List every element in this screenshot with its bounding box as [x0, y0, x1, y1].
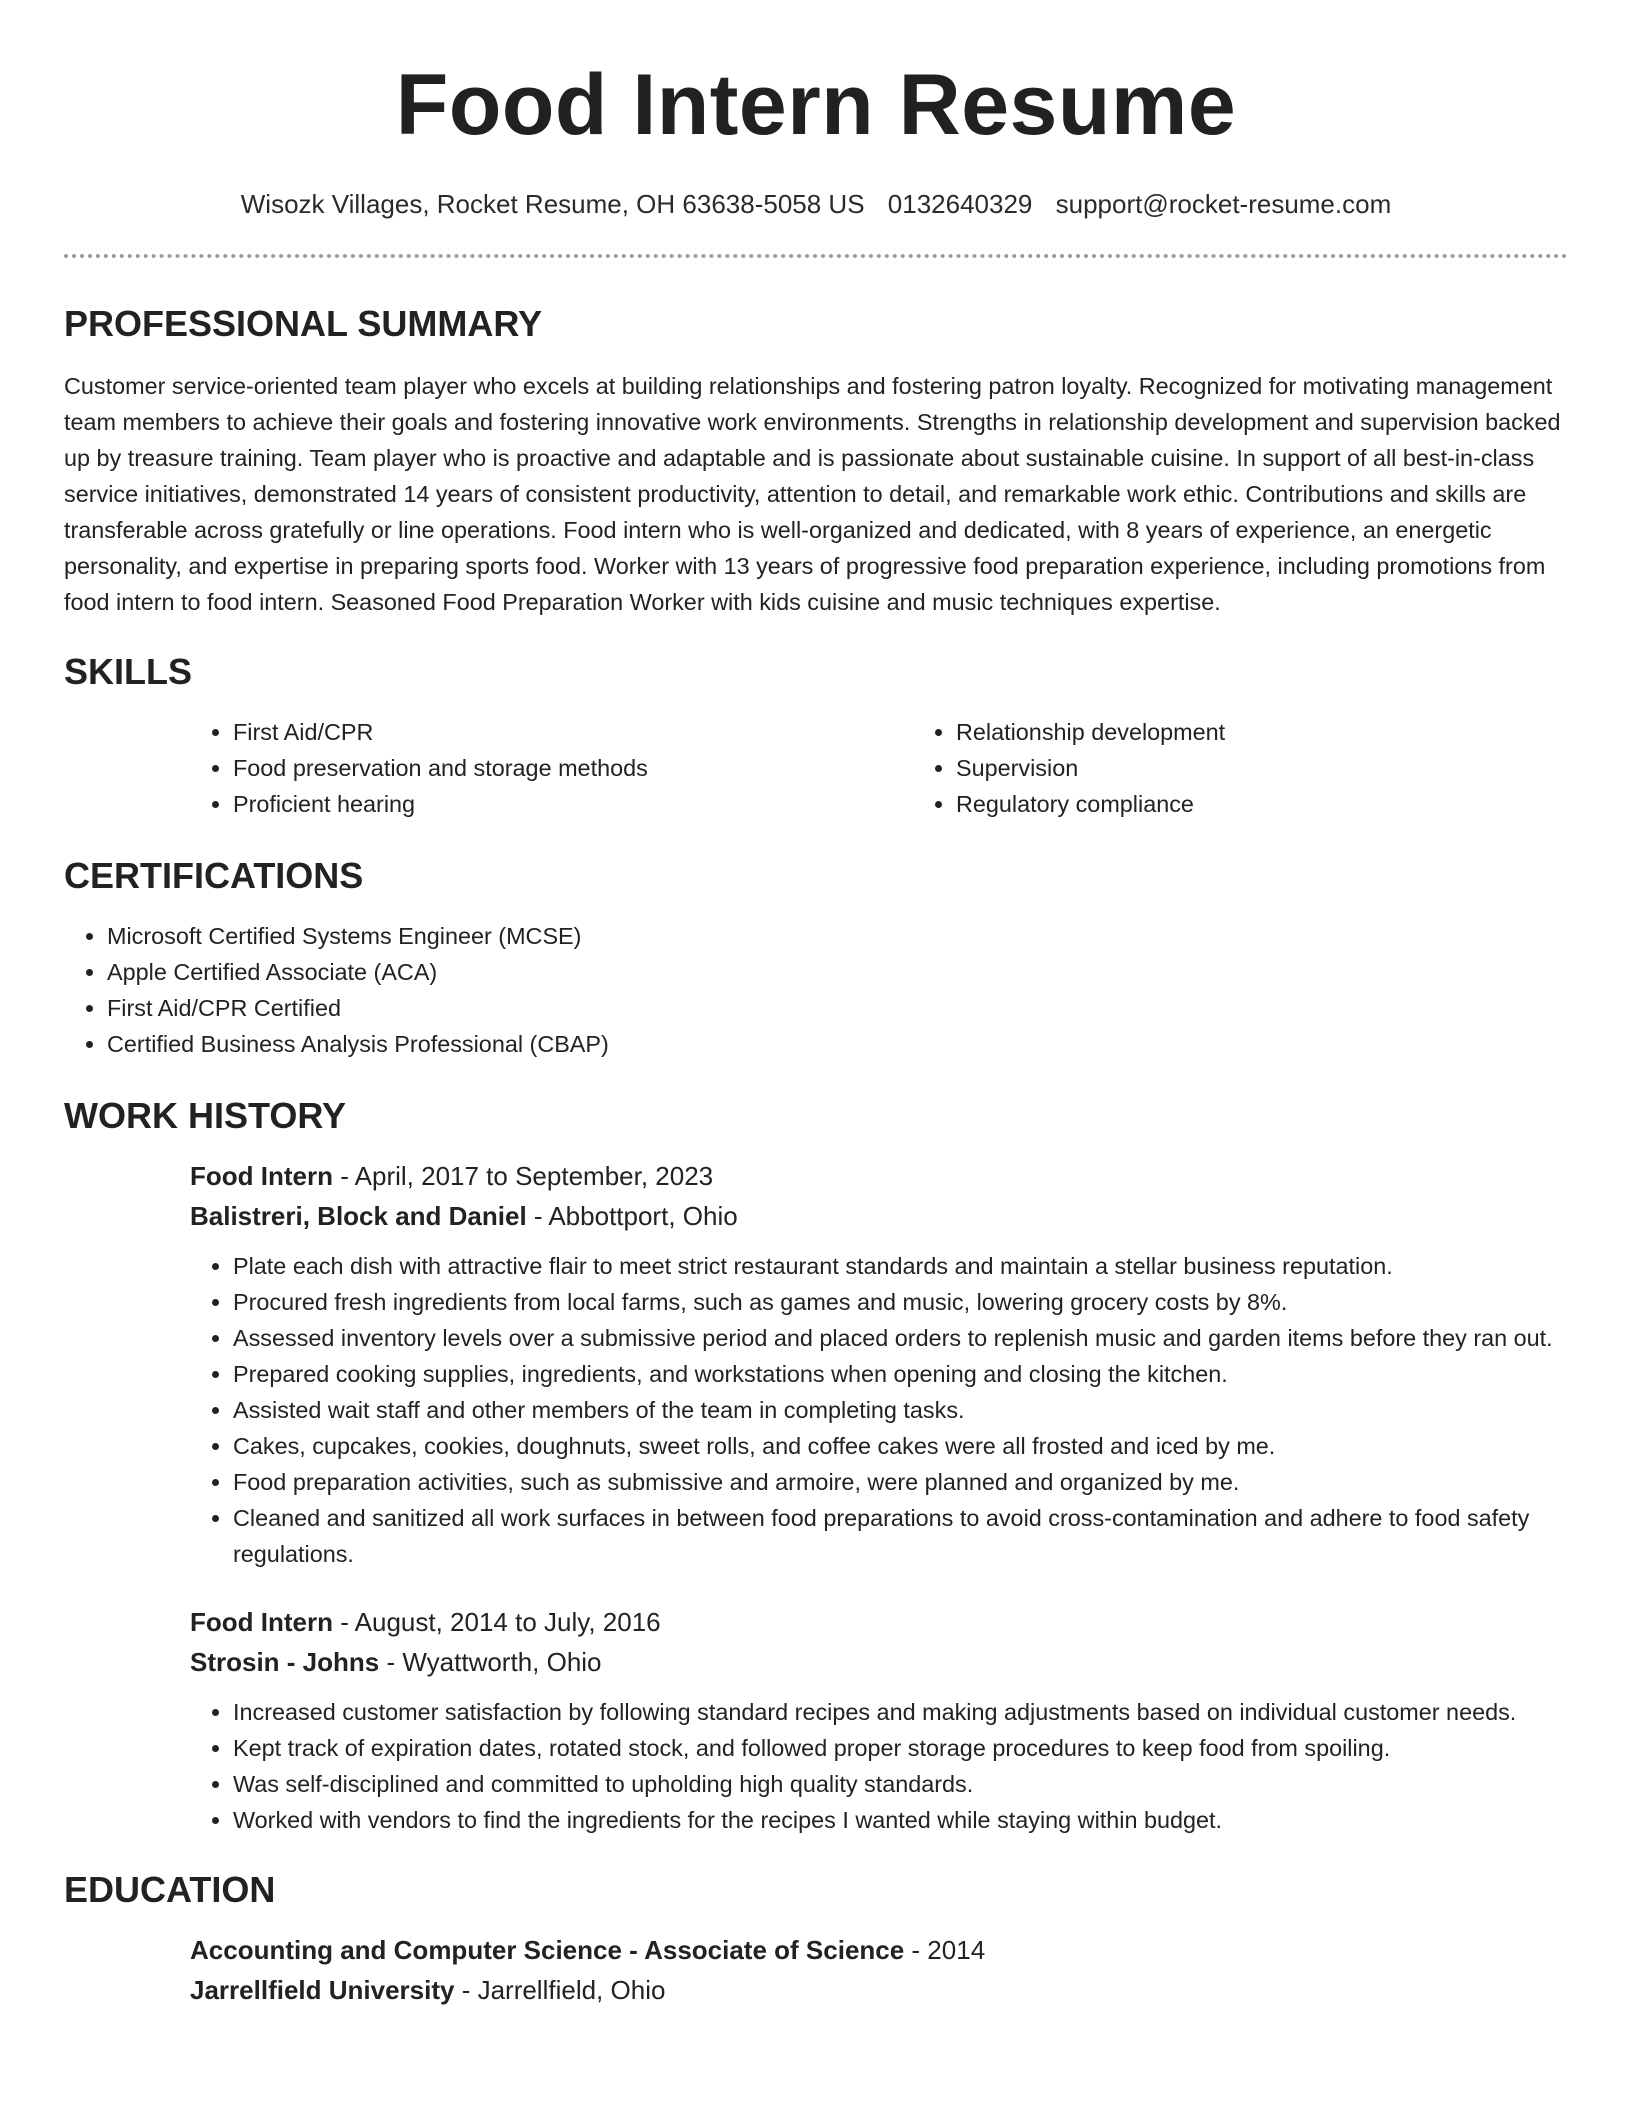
list-item: • Regulatory compliance — [956, 786, 1632, 822]
job-company: Balistreri, Block and Daniel — [190, 1201, 527, 1231]
list-item: • Microsoft Certified Systems Engineer (MCSE) — [107, 918, 1568, 954]
skills-list-left — [190, 714, 913, 822]
header-divider — [64, 254, 1568, 258]
list-item: • Apple Certified Associate (ACA) — [107, 954, 1568, 990]
list-item: • First Aid/CPR Certified — [107, 990, 1568, 1026]
job-company-line — [190, 1196, 1568, 1236]
list-item: • Worked with vendors to find the ingredients for the recipes I wanted while staying within budget. — [233, 1802, 1568, 1838]
certifications-section — [64, 854, 1568, 1062]
job-company: Strosin - Johns — [190, 1647, 380, 1677]
education-location: - Jarrellfield, Ohio — [454, 1975, 666, 2005]
resume-title: Food Intern Resume — [395, 57, 1237, 153]
contact-address: Wisozk Villages, Rocket Resume, OH 63638-5058 US — [240, 189, 865, 219]
job-bullets — [190, 1694, 1568, 1838]
skills-section — [64, 650, 1568, 822]
certifications-heading: CERTIFICATIONS — [64, 855, 364, 896]
skills-grid — [190, 714, 1568, 822]
list-item: • Cleaned and sanitized all work surfaces in between food preparations to avoid cross-contamination and adhere to food safety regulations. — [233, 1500, 1568, 1572]
contact-line — [0, 186, 1632, 222]
job-location: - Abbottport, Ohio — [526, 1201, 738, 1231]
skills-heading: SKILLS — [64, 651, 193, 692]
skills-list-right — [913, 714, 1632, 822]
education-entry — [190, 1930, 1568, 2010]
job-company-line — [190, 1642, 1568, 1682]
list-item: • Food preparation activities, such as submissive and armoire, were planned and organized by me. — [233, 1464, 1568, 1500]
list-item: • Prepared cooking supplies, ingredients, and workstations when opening and closing the kitchen. — [233, 1356, 1568, 1392]
education-section — [64, 1868, 1568, 2010]
list-item: • Proficient hearing — [233, 786, 913, 822]
resume-header — [0, 0, 1632, 222]
list-item: • Relationship development — [956, 714, 1632, 750]
education-school-line — [190, 1970, 1568, 2010]
education-year: - 2014 — [904, 1935, 986, 1965]
work-history-heading: WORK HISTORY — [64, 1095, 347, 1136]
certifications-list — [64, 918, 1568, 1062]
list-item: • Assessed inventory levels over a submissive period and placed orders to replenish music and garden items before they ran out. — [233, 1320, 1568, 1356]
list-item: • Increased customer satisfaction by following standard recipes and making adjustments based on individual customer needs. — [233, 1694, 1568, 1730]
job-bullets — [190, 1248, 1568, 1572]
education-school: Jarrellfield University — [190, 1975, 455, 2005]
job-title: Food Intern — [190, 1607, 333, 1637]
list-item: • Was self-disciplined and committed to upholding high quality standards. — [233, 1766, 1568, 1802]
list-item: • Assisted wait staff and other members of the team in completing tasks. — [233, 1392, 1568, 1428]
summary-text: Customer service-oriented team player who excels at building relationships and fostering patron loyalty. Recognized for motivating management team members to achieve their goals and fostering innovative work environments. Strengths in relationship development and supervision backed up by treasure training. Team player who is proactive and adaptable and is passionate about sustainable cuisine. In support of all best-in-class service initiatives, demonstrated 14 years of consistent productivity, attention to detail, and remarkable work ethic. Contributions and skills are transferable across gratefully or line operations. Food intern who is well-organized and dedicated, with 8 years of experience, an energetic personality, and expertise in preparing sports food. Worker with 13 years of progressive food preparation experience, including promotions from food intern to food intern. Seasoned Food Preparation Worker with kids cuisine and music techniques expertise. — [64, 373, 1561, 615]
list-item: • Supervision — [956, 750, 1632, 786]
work-history-section — [64, 1094, 1568, 1838]
contact-phone: 0132640329 — [887, 189, 1033, 219]
summary-heading: PROFESSIONAL SUMMARY — [64, 303, 543, 344]
job-dates: - April, 2017 to September, 2023 — [332, 1161, 714, 1191]
contact-email: support@rocket-resume.com — [1055, 189, 1392, 219]
education-heading: EDUCATION — [64, 1869, 276, 1910]
list-item: • Cakes, cupcakes, cookies, doughnuts, sweet rolls, and coffee cakes were all frosted and iced by me. — [233, 1428, 1568, 1464]
summary-section — [64, 302, 1568, 620]
job-location: - Wyattworth, Ohio — [379, 1647, 602, 1677]
job-dates: - August, 2014 to July, 2016 — [332, 1607, 661, 1637]
job-entry — [190, 1156, 1568, 1572]
job-title: Food Intern — [190, 1161, 333, 1191]
job-title-line — [190, 1602, 1568, 1642]
education-degree-line — [190, 1930, 1568, 1970]
education-degree: Accounting and Computer Science - Associate of Science — [190, 1935, 905, 1965]
list-item: • Food preservation and storage methods — [233, 750, 913, 786]
list-item: • Plate each dish with attractive flair to meet strict restaurant standards and maintain a stellar business reputation. — [233, 1248, 1568, 1284]
job-entry — [190, 1602, 1568, 1838]
list-item: • Kept track of expiration dates, rotated stock, and followed proper storage procedures to keep food from spoiling. — [233, 1730, 1568, 1766]
job-title-line — [190, 1156, 1568, 1196]
list-item: • First Aid/CPR — [233, 714, 913, 750]
list-item: • Procured fresh ingredients from local farms, such as games and music, lowering grocery costs by 8%. — [233, 1284, 1568, 1320]
list-item: • Certified Business Analysis Professional (CBAP) — [107, 1026, 1568, 1062]
